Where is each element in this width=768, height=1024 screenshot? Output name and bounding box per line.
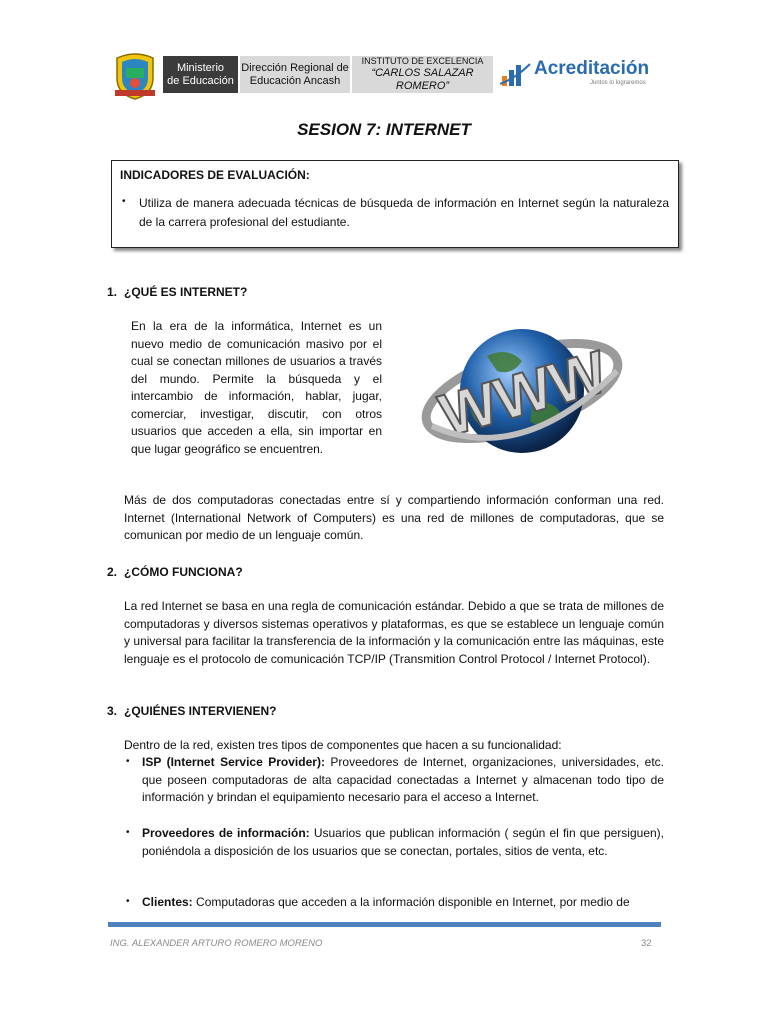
page-number: 32	[641, 938, 652, 949]
ministry-line-2: de Educación	[167, 74, 234, 87]
list-item-term: Clientes:	[142, 895, 193, 909]
list-item-text: Proveedores de Internet, organizaciones, universidades, etc. que poseen computadoras de alta capacidad conectadas a Internet y almacenan todo tipo de información y brindan el equipamiento necesario para el acceso a Internet.	[142, 755, 664, 804]
page-title: SESION 7: INTERNET	[297, 120, 471, 139]
indicator-bullet: •	[122, 196, 126, 207]
evaluation-indicators-box	[111, 160, 679, 248]
section-3-heading: ¿QUIÉNES INTERVIENEN?	[124, 704, 277, 718]
list-bullet: •	[126, 827, 130, 838]
footer-author: ING. ALEXANDER ARTURO ROMERO MORENO	[110, 938, 323, 949]
indicators-heading: INDICADORES DE EVALUACIÓN:	[120, 168, 310, 182]
regional-line-2: Educación Ancash	[249, 74, 341, 87]
section-1-intro: En la era de la informática, Internet es un nuevo medio de comunicación masivo por el cual se conectan millones de usuarios a través del mundo. Permite la búsqueda y el intercambio de información, hablar, jugar, comerciar, investigar, discutir, con otros usuarios que acceden a ella, sin importar en que lugar geográfico se encuentren.	[131, 319, 382, 456]
list-item-term: Proveedores de información:	[142, 826, 310, 840]
section-2-paragraph: La red Internet se basa en una regla de comunicación estándar. Debido a que se trata de millones de computadoras y diversos sistemas operativos y plataformas, es que se establece un lenguaje común y universal para facilitar la transferencia de la información y la comunicación entre las máquinas, este lenguaje es el protocolo de comunicación TCP/IP (Transmition Control Protocol / Internet Protocol).	[124, 599, 664, 666]
list-bullet: •	[126, 896, 130, 907]
section-1-number: 1.	[107, 285, 118, 299]
ministry-line-1: Ministerio	[176, 61, 225, 74]
institute-line-1: INSTITUTO DE EXCELENCIA	[361, 56, 484, 66]
indicator-item: Utiliza de manera adecuada técnicas de búsqueda de información en Internet según la naturaleza de la carrera profesional del estudiante.	[139, 196, 669, 229]
regional-directorate-logo	[240, 56, 350, 93]
section-1-paragraph: Más de dos computadoras conectadas entre sí y compartiendo información conforman una red. Internet (International Network of Computers) es una red de millones de computadoras, que se comunican por medio de un lenguaje común.	[124, 493, 664, 542]
regional-line-1: Dirección Regional de	[241, 61, 349, 74]
list-item-text: Computadoras que acceden a la información disponible en Internet, por medio de	[192, 895, 630, 909]
list-item-term: ISP (Internet Service Provider):	[142, 755, 325, 769]
institute-logo	[352, 56, 493, 93]
institute-line-2: “CARLOS SALAZAR ROMERO”	[371, 67, 474, 92]
section-2-heading: ¿CÓMO FUNCIONA?	[124, 565, 243, 579]
section-3-intro: Dentro de la red, existen tres tipos de componentes que hacen a su funcionalidad:	[124, 738, 562, 752]
www-globe-image	[412, 316, 636, 466]
section-3-number: 3.	[107, 704, 118, 718]
list-bullet: •	[126, 756, 130, 767]
list-item-clients	[142, 894, 664, 912]
accreditation-bars-icon	[500, 60, 532, 88]
section-2-number: 2.	[107, 565, 118, 579]
regional-crest-logo	[112, 50, 158, 100]
footer-divider	[108, 922, 661, 927]
ministry-of-education-logo	[163, 56, 238, 93]
list-item-isp	[142, 754, 664, 807]
accreditation-tagline: Juntos lo lograremos	[590, 80, 646, 86]
section-1-heading: ¿QUÉ ES INTERNET?	[124, 285, 248, 299]
list-item-text: Usuarios que publican información ( según el fin que persiguen), poniéndola a disposición de los usuarios que se conectan, portales, sitios de venta, etc.	[142, 826, 664, 858]
www-text: WWW	[432, 337, 615, 450]
accreditation-logo-text: Acreditación	[534, 58, 650, 79]
list-item-providers	[142, 825, 664, 860]
